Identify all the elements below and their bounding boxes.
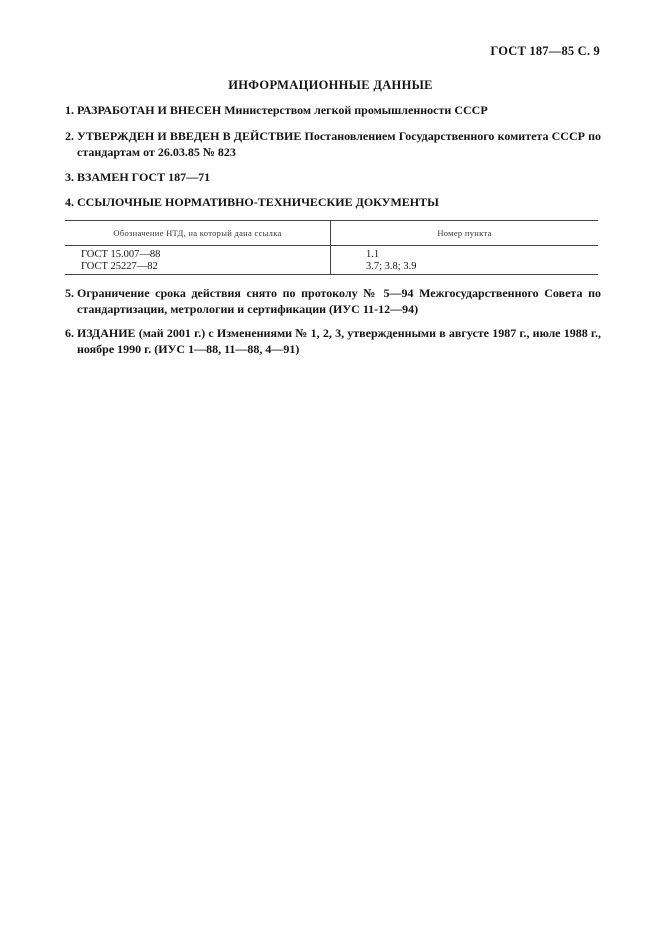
item-lead: РАЗРАБОТАН И ВНЕСЕН (77, 103, 222, 117)
info-item-3 (65, 169, 601, 185)
info-item-1 (65, 102, 601, 118)
item-number: 6. (65, 326, 74, 340)
info-item-4 (65, 194, 601, 210)
clause-number: 3.7; 3.8; 3.9 (366, 260, 417, 272)
clause-number: 1.1 (366, 249, 380, 260)
item-lead: УТВЕРЖДЕН И ВВЕДЕН В ДЕЙСТВИЕ (77, 129, 302, 143)
item-text: Ограничение срока действия снято по протоколу № 5—94 Межгосударственного Совета по стандартизации, метрологии и сертификации (ИУС 11-12—94) (77, 286, 601, 316)
item-text: Министерством легкой промышленности СССР (221, 103, 488, 117)
info-item-5 (65, 285, 601, 317)
info-item-6 (65, 325, 601, 357)
item-number: 1. (65, 103, 74, 117)
item-text: (май 2001 г.) с Изменениями № 1, 2, 3, утвержденными в августе 1987 г., июле 1988 г., ноябре 1990 г. (ИУС 1—88, 11—88, 4—91) (77, 326, 601, 356)
column-header-document: Обозначение НТД, на который дана ссылка (65, 221, 331, 246)
item-lead: ССЫЛОЧНЫЕ НОРМАТИВНО-ТЕХНИЧЕСКИЕ ДОКУМЕНТЫ (77, 195, 439, 209)
item-number: 2. (65, 129, 74, 143)
item-lead: ВЗАМЕН ГОСТ 187—71 (77, 170, 211, 184)
clause-cell (331, 246, 599, 275)
table-row (65, 246, 598, 275)
document-cell (65, 246, 331, 275)
document-designation: ГОСТ 25227—82 (81, 260, 158, 272)
info-item-2 (65, 128, 601, 160)
column-header-clause: Номер пункта (331, 221, 599, 246)
item-number: 3. (65, 170, 74, 184)
item-text: Постановлением Государственного комитета СССР по стандартам от 26.03.85 № 823 (77, 129, 602, 159)
document-title: ИНФОРМАЦИОННЫЕ ДАННЫЕ (228, 78, 433, 92)
item-lead: ИЗДАНИЕ (77, 326, 136, 340)
reference-documents-table (65, 220, 598, 275)
page-header: ГОСТ 187—85 С. 9 (490, 44, 600, 58)
table-header-row (65, 221, 598, 246)
document-designation: ГОСТ 15.007—88 (81, 249, 161, 260)
item-number: 4. (65, 195, 74, 209)
item-number: 5. (65, 286, 74, 300)
